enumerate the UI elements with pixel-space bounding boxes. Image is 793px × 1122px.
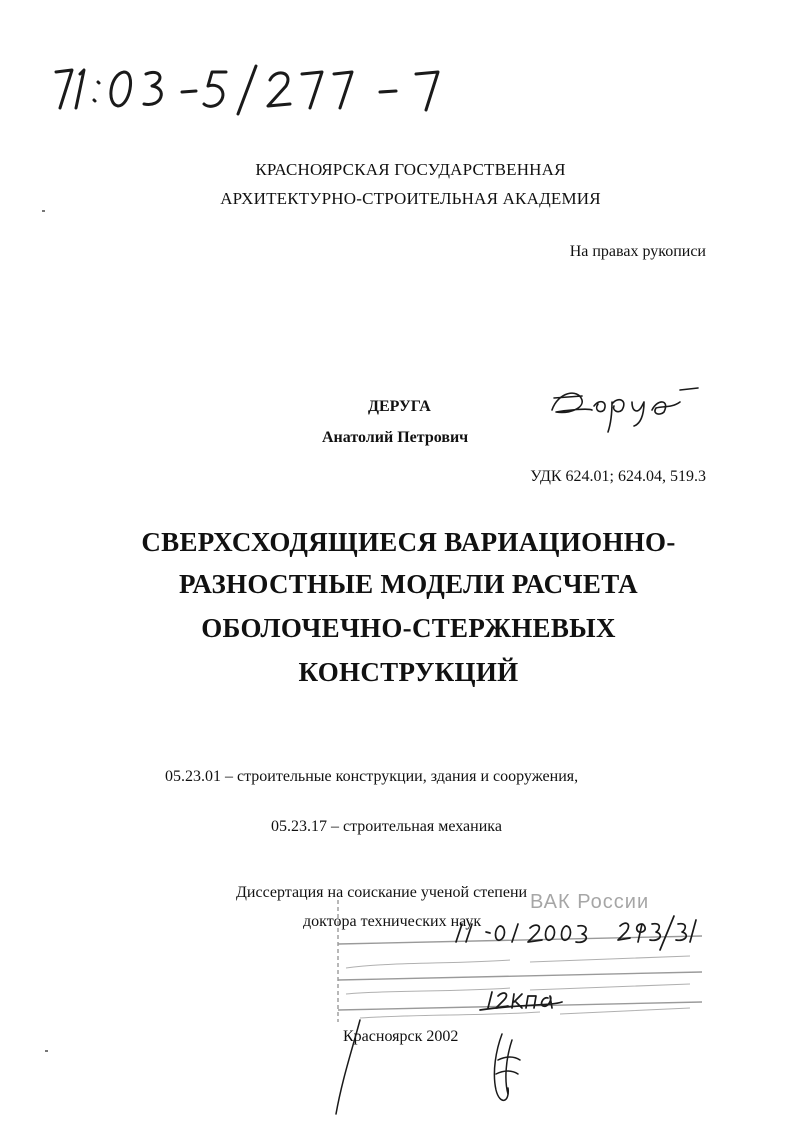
stamp-header: ВАК России: [530, 891, 650, 913]
specialty-2: 05.23.17 – строительная механика: [271, 818, 502, 835]
udc-code: УДК 624.01; 624.04, 519.3: [530, 468, 706, 485]
archive-number-handwriting: [50, 58, 450, 118]
author-signature: [548, 380, 708, 435]
title-line-4: КОНСТРУКЦИЙ: [298, 657, 519, 687]
library-stamp: [330, 880, 710, 1030]
scan-speck: [42, 210, 45, 212]
institution-line-1: КРАСНОЯРСКАЯ ГОСУДАРСТВЕННАЯ: [255, 160, 566, 179]
author-surname: ДЕРУГА: [368, 398, 431, 415]
city-year: Красноярск 2002: [343, 1028, 459, 1045]
dissertation-line-1: Диссертация на соискание ученой степени: [236, 884, 528, 901]
title-line-3: ОБОЛОЧЕЧНО-СТЕРЖНЕВЫХ: [201, 613, 616, 643]
title-line-1: СВЕРХСХОДЯЩИЕСЯ ВАРИАЦИОННО-: [141, 527, 676, 557]
specialty-1: 05.23.01 – строительные конструкции, здания и сооружения,: [165, 768, 579, 785]
dissertation-line-2: доктора технических наук: [303, 913, 482, 930]
scan-speck: [45, 1050, 48, 1052]
institution-line-2: АРХИТЕКТУРНО-СТРОИТЕЛЬНАЯ АКАДЕМИЯ: [220, 189, 601, 208]
rights-note: На правах рукописи: [569, 243, 706, 260]
bottom-pen-mark: [330, 1010, 530, 1120]
author-name: Анатолий Петрович: [322, 429, 469, 446]
title-line-2: РАЗНОСТНЫЕ МОДЕЛИ РАСЧЕТА: [179, 569, 638, 599]
